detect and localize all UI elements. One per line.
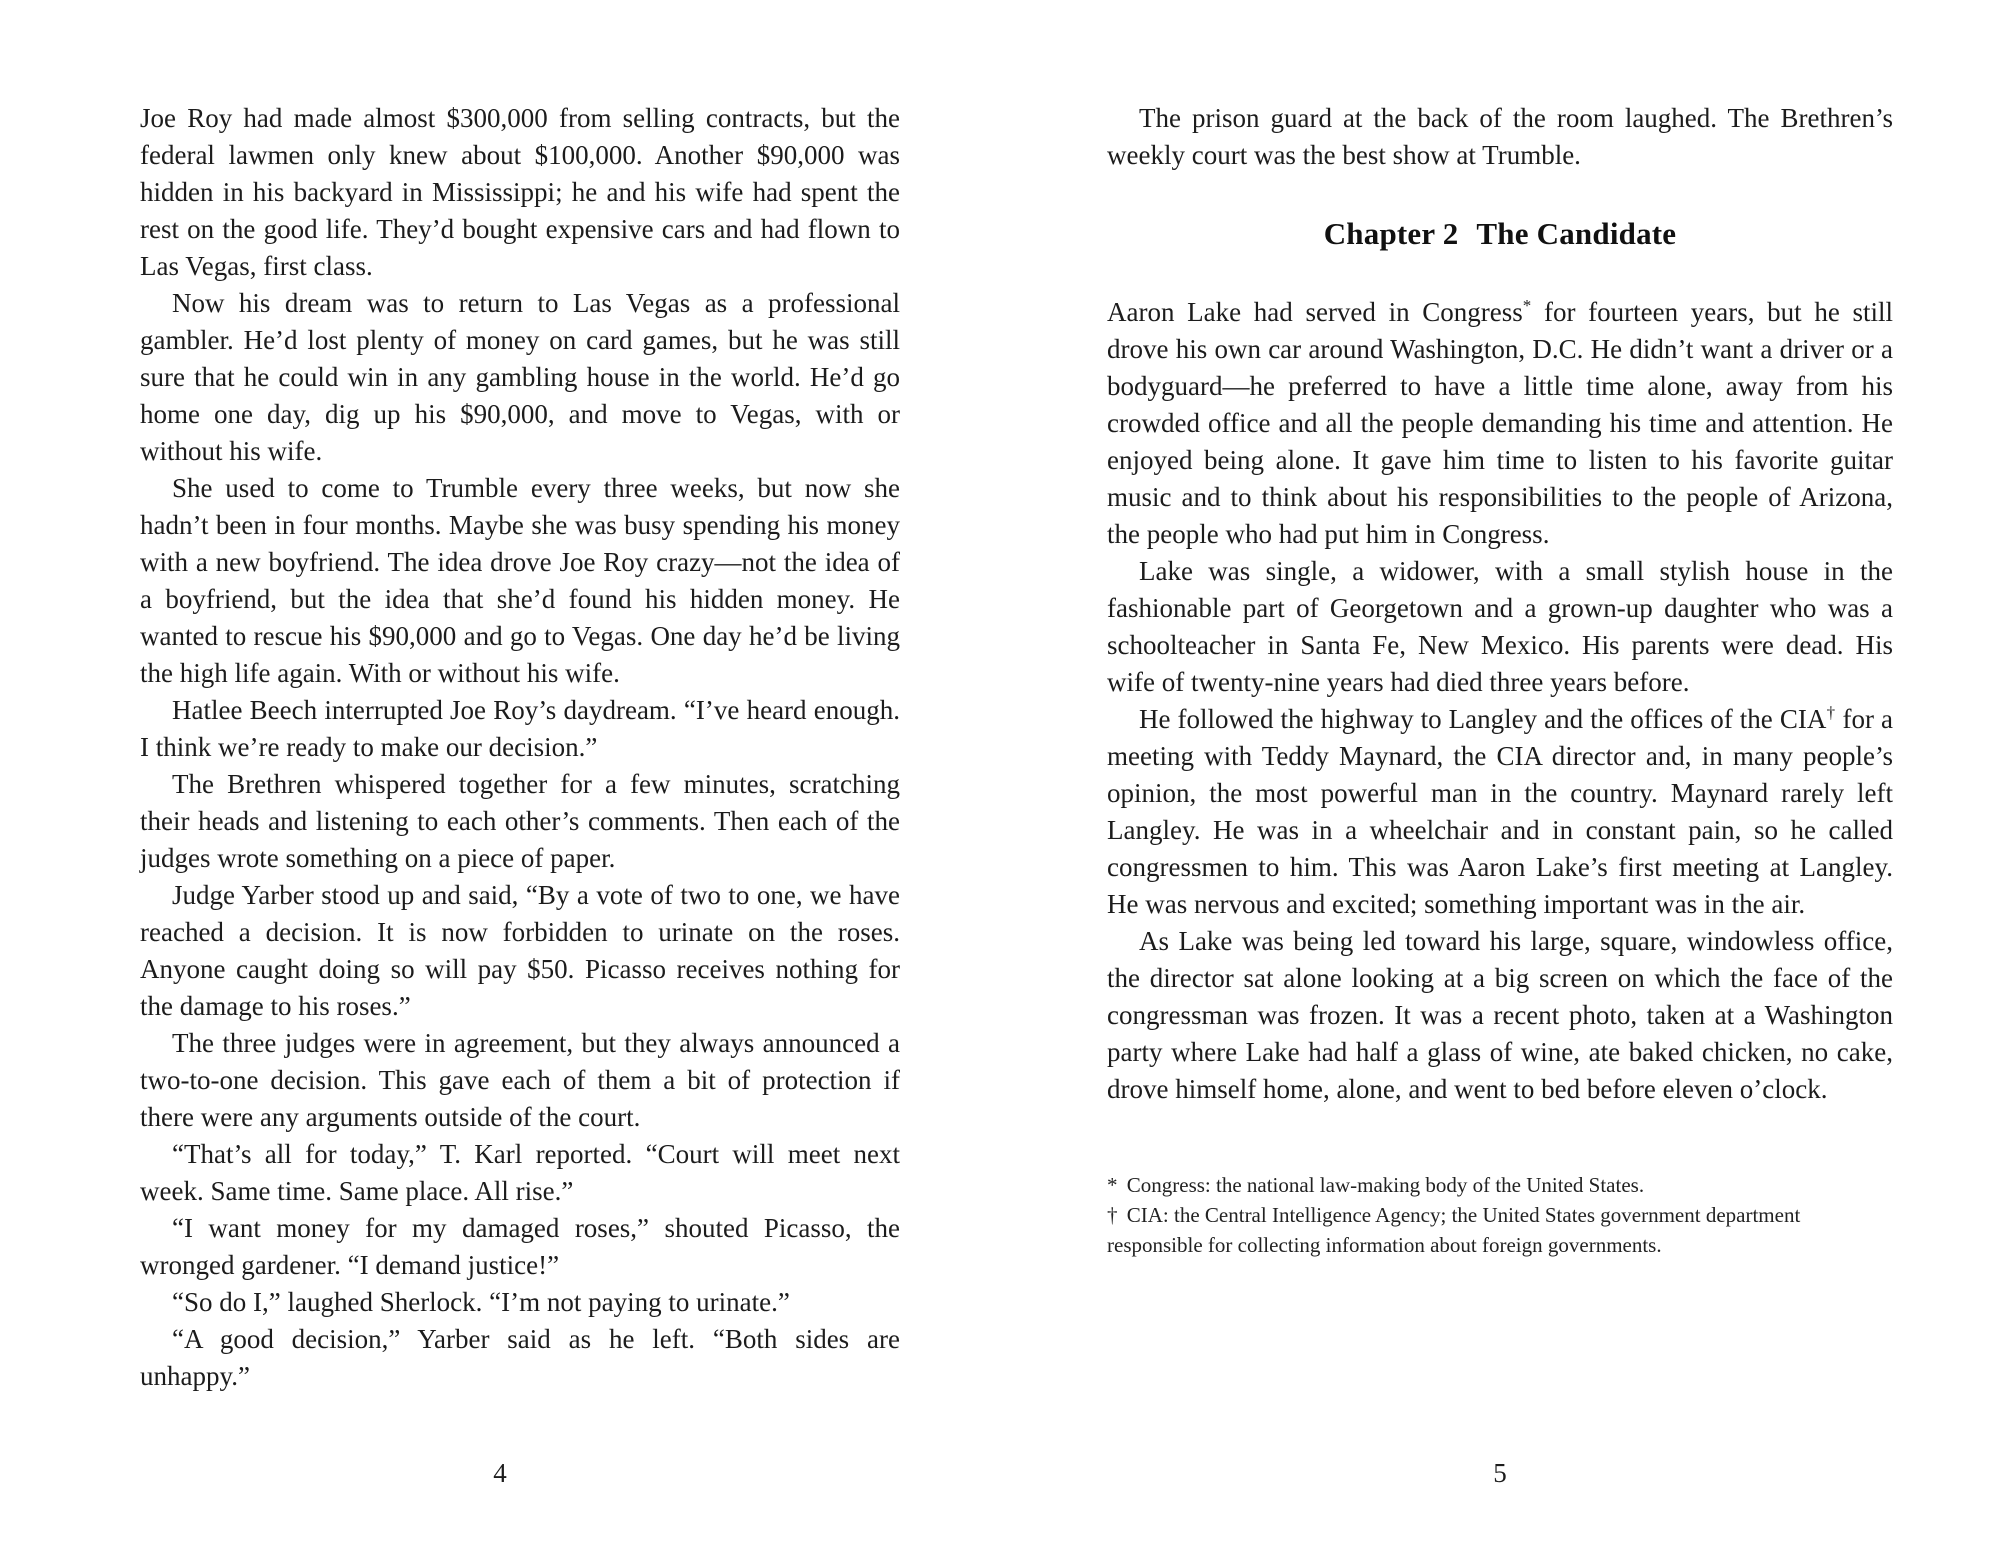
chapter-number: Chapter 2 — [1323, 216, 1459, 251]
paragraph-text: for fourteen years, but he still drove his own car around Washington, D.C. He didn’t want a driver or a bodyguard—he preferred to have a little time alone, away from his crowded office and all the people demanding his time and attention. He enjoyed being alone. It gave him time to listen to his favorite guitar music and to think about his responsibilities to the people of Arizona, the people who had put him in Congress. — [1107, 297, 1893, 549]
paragraph — [1107, 294, 1893, 553]
paragraph-text: for a meeting with Teddy Maynard, the CIA director and, in many people’s opinion, the most powerful man in the country. Maynard rarely left Langley. He was in a wheelchair and in constant pain, so he called congressmen to him. This was Aaron Lake’s first meeting at Langley. He was nervous and excited; something important was in the air. — [1107, 704, 1894, 919]
footnote — [1107, 1200, 1893, 1260]
paragraph-text: He followed the highway to Langley and the offices of the CIA — [1139, 704, 1827, 734]
paragraph — [1107, 701, 1893, 923]
footnote-marker: * — [1522, 296, 1532, 315]
footnote-symbol: † — [1107, 1203, 1118, 1227]
page-number-left: 4 — [493, 1458, 507, 1488]
footnote — [1107, 1170, 1893, 1200]
page-number-right: 5 — [1493, 1458, 1507, 1488]
right-text-column — [1107, 100, 1893, 1260]
paragraph: “I want money for my damaged roses,” shouted Picasso, the wronged gardener. “I demand justice!” — [140, 1213, 900, 1280]
footnote-marker: † — [1826, 703, 1836, 722]
footnote-text: Congress: the national law-making body of the United States. — [1126, 1173, 1645, 1197]
footnote-text: CIA: the Central Intelligence Agency; the United States government department responsible for collecting information about foreign governments. — [1107, 1203, 1801, 1257]
footnotes — [1107, 1170, 1893, 1260]
chapter-heading — [1107, 174, 1893, 294]
right-page — [997, 0, 1994, 1557]
paragraph: “A good decision,” Yarber said as he left. “Both sides are unhappy.” — [140, 1324, 900, 1391]
paragraph: Now his dream was to return to Las Vegas as a professional gambler. He’d lost plenty of money on card games, but he was still sure that he could win in any gambling house in the world. He’d go home one day, dig up his $90,000, and move to Vegas, with or without his wife. — [140, 288, 900, 466]
paragraph: As Lake was being led toward his large, square, windowless office, the director sat alone looking at a big screen on which the face of the congressman was frozen. It was a recent photo, taken at a Washington party where Lake had half a glass of wine, ate baked chicken, no cake, drove himself home, alone, and went to bed before eleven o’clock. — [1107, 926, 1893, 1104]
paragraph: She used to come to Trumble every three weeks, but now she hadn’t been in four months. Maybe she was busy spending his money with a new boyfriend. The idea drove Joe Roy crazy—not the idea of a boyfriend, but the idea that she’d found his hidden money. He wanted to rescue his $90,000 and go to Vegas. One day he’d be living the high life again. With or without his wife. — [140, 473, 900, 688]
paragraph: Judge Yarber stood up and said, “By a vote of two to one, we have reached a decision. It is now forbidden to urinate on the roses. Anyone caught doing so will pay $50. Picasso receives nothing for the damage to his roses.” — [140, 880, 900, 1021]
paragraph: Hatlee Beech interrupted Joe Roy’s daydream. “I’ve heard enough. I think we’re ready to make our decision.” — [140, 695, 900, 762]
paragraph: The Brethren whispered together for a few minutes, scratching their heads and listening to each other’s comments. Then each of the judges wrote something on a piece of paper. — [140, 769, 900, 873]
paragraph: “That’s all for today,” T. Karl reported. “Court will meet next week. Same time. Same place. All rise.” — [140, 1139, 900, 1206]
opening-paragraph: The prison guard at the back of the room laughed. The Brethren’s weekly court was the best show at Trumble. — [1107, 103, 1893, 170]
paragraph: “So do I,” laughed Sherlock. “I’m not paying to urinate.” — [172, 1287, 790, 1317]
paragraph: The three judges were in agreement, but they always announced a two-to-one decision. This gave each of them a bit of protection if there were any arguments outside of the court. — [140, 1028, 900, 1132]
paragraph: Lake was single, a widower, with a small stylish house in the fashionable part of Georgetown and a grown-up daughter who was a schoolteacher in Santa Fe, New Mexico. His parents were dead. His wife of twenty-nine years had died three years before. — [1107, 556, 1893, 697]
footnote-symbol: * — [1107, 1173, 1118, 1197]
chapter-title: The Candidate — [1476, 216, 1677, 251]
paragraph-text: Aaron Lake had served in Congress — [1107, 297, 1523, 327]
paragraph: Joe Roy had made almost $300,000 from selling contracts, but the federal lawmen only knew about $100,000. Another $90,000 was hidden in his backyard in Mississippi; he and his wife had spent the rest on the good life. They’d bought expensive cars and had flown to Las Vegas, first class. — [140, 103, 900, 281]
left-text-column — [140, 100, 900, 1395]
